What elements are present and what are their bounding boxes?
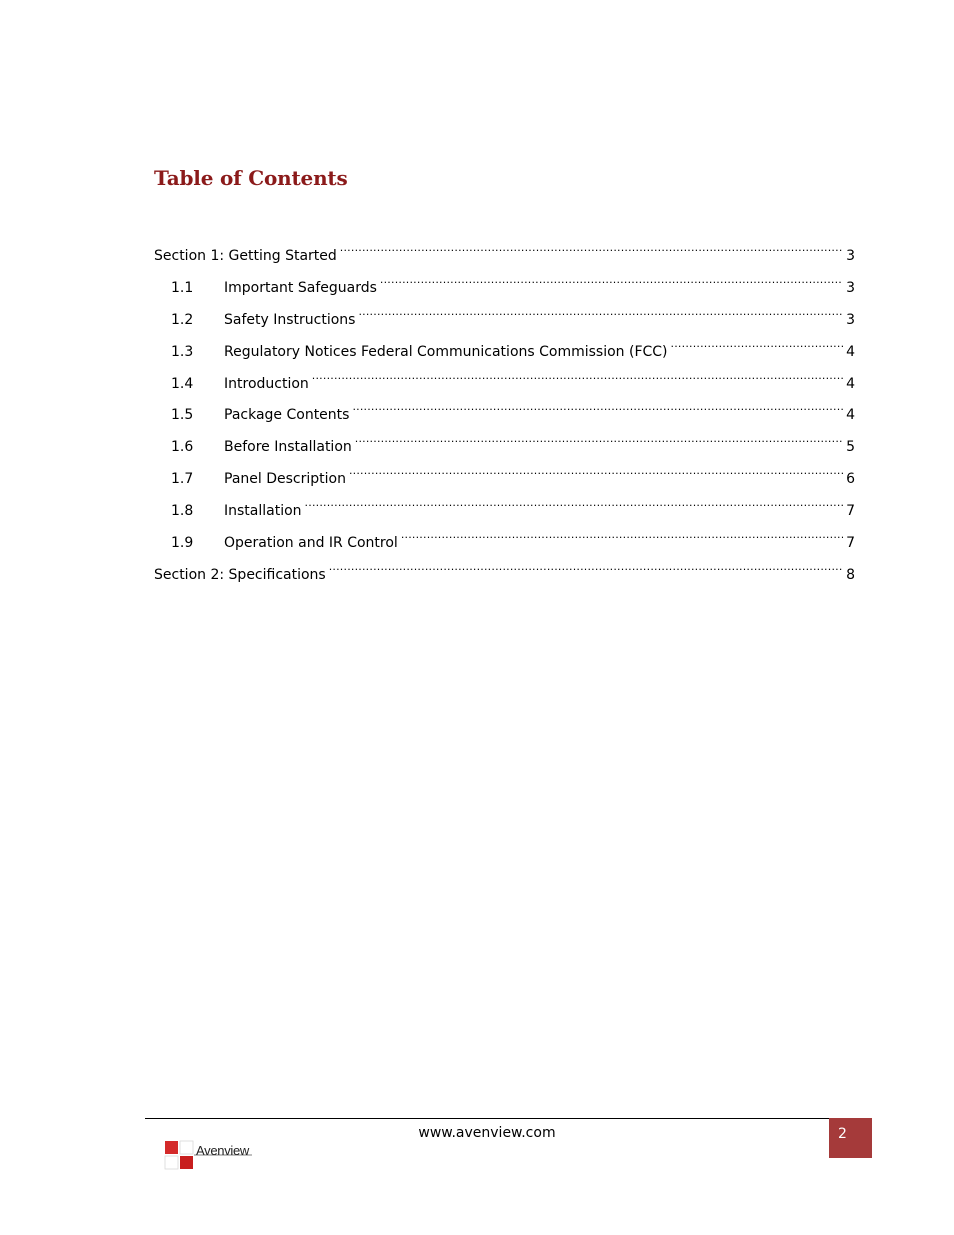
toc-leader	[349, 459, 843, 483]
toc-entry-page: 4	[846, 407, 855, 423]
toc-entry-label: Installation	[224, 503, 302, 519]
page-number-badge	[829, 1118, 872, 1158]
toc-entry-number: 1.9	[171, 535, 194, 551]
toc-entry-label: Before Installation	[224, 439, 352, 455]
toc-entry[interactable]	[154, 491, 855, 519]
toc-entry[interactable]	[154, 236, 855, 264]
toc-entry[interactable]	[154, 523, 855, 551]
toc-leader	[380, 268, 843, 292]
toc-leader	[358, 300, 843, 324]
toc-entry-number: 1.7	[171, 471, 194, 487]
toc-entry-label: Section 2: Specifications	[154, 567, 326, 583]
toc-leader	[355, 427, 843, 451]
toc-entry[interactable]	[154, 364, 855, 392]
toc-entry-label: Introduction	[224, 376, 309, 392]
toc-entry-label: Package Contents	[224, 407, 350, 423]
toc-entry-number: 1.4	[171, 376, 194, 392]
toc-entry-label: Regulatory Notices Federal Communications Commission (FCC)	[224, 344, 668, 360]
toc-entry-number: 1.8	[171, 503, 194, 519]
toc-entry[interactable]	[154, 268, 855, 296]
toc-entry[interactable]	[154, 332, 855, 360]
toc-entry-number: 1.6	[171, 439, 194, 455]
page-number: 2	[838, 1126, 847, 1142]
toc-entry[interactable]	[154, 427, 855, 455]
toc-leader	[352, 395, 843, 419]
toc-entry-page: 5	[846, 439, 855, 455]
toc-entry-number: 1.1	[171, 280, 194, 296]
page-title: Table of Contents	[154, 166, 348, 190]
toc-entry-page: 6	[846, 471, 855, 487]
toc-entry-page: 7	[846, 535, 855, 551]
toc-entry[interactable]	[154, 555, 855, 583]
toc-leader	[340, 236, 843, 260]
toc-leader	[671, 332, 844, 356]
toc-entry-number: 1.2	[171, 312, 194, 328]
toc-entry-label: Panel Description	[224, 471, 346, 487]
toc-entry-label: Safety Instructions	[224, 312, 356, 328]
toc-entry-page: 4	[846, 344, 855, 360]
logo-wordmark: Avenview	[196, 1143, 250, 1158]
toc-leader	[305, 491, 844, 515]
toc-entry-label: Operation and IR Control	[224, 535, 398, 551]
toc-entry-number: 1.5	[171, 407, 194, 423]
toc-entry-page: 8	[846, 567, 855, 583]
toc-entry-page: 4	[846, 376, 855, 392]
toc-leader	[401, 523, 843, 547]
toc-entry-label: Section 1: Getting Started	[154, 248, 337, 264]
toc-entry[interactable]	[154, 459, 855, 487]
footer-divider	[145, 1118, 829, 1119]
toc-entry-page: 3	[846, 312, 855, 328]
toc-entry-page: 7	[846, 503, 855, 519]
toc-entry-page: 3	[846, 280, 855, 296]
toc-leader	[312, 364, 843, 388]
toc-entry[interactable]	[154, 300, 855, 328]
toc-entry-label: Important Safeguards	[224, 280, 377, 296]
toc-entry-page: 3	[846, 248, 855, 264]
toc-entry-number: 1.3	[171, 344, 194, 360]
toc-leader	[329, 555, 843, 579]
footer-url[interactable]	[0, 1125, 954, 1141]
footer-url-text: www.avenview.com	[418, 1125, 556, 1141]
toc-entry[interactable]	[154, 395, 855, 423]
